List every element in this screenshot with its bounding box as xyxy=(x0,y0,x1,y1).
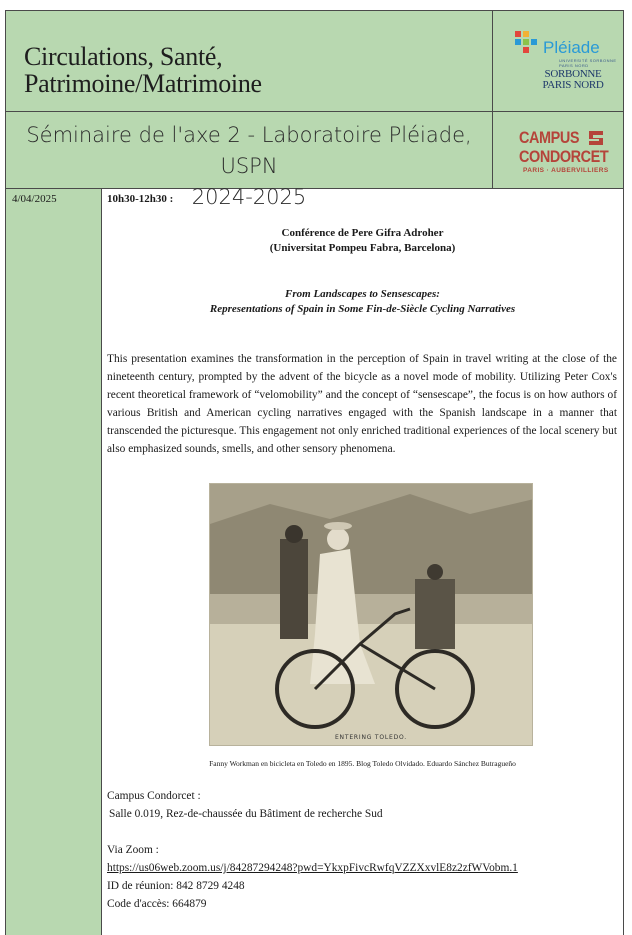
page-title xyxy=(24,43,262,97)
date-column xyxy=(5,189,101,935)
event-time: 10h30-12h30 : xyxy=(107,193,174,205)
pleiade-logo-tagline: UNIVERSITÉ SORBONNE PARIS NORD xyxy=(559,58,617,68)
sorbonne-line-1: SORBONNE xyxy=(544,68,602,80)
sorbonne-line-2: PARIS NORD xyxy=(542,79,604,91)
title-line-1: Circulations, Santé, xyxy=(24,42,223,71)
pleiade-squares-icon xyxy=(515,31,541,55)
campus-glyph-icon xyxy=(588,130,604,146)
header-title-band xyxy=(5,10,624,112)
photo-inner-caption: ENTERING TOLEDO. xyxy=(334,734,408,741)
conference-speaker xyxy=(101,226,624,256)
abstract-paragraph: This presentation examines the transformation in the perception of Spain in travel writing at the close of the nineteenth century, prompted by the advent of the bicycle as a novel mode of mobility. Utilizing Peter Cox's recent theoretical framework of “velomobility” and the concept of “sensescape”, the focus is on how authors of various British and American cycling narratives engaged with the Spanish landscape in a manner that transcended the picturesque. This engagement not only enriched traditional experiences of the local scenery but also emphasized sounds, smells, and other sensory phenomena. xyxy=(107,353,617,455)
campus-line-2: CONDORCET xyxy=(519,147,609,166)
campus-logo-subtitle: PARIS · AUBERVILLIERS xyxy=(523,167,609,174)
talk-title xyxy=(101,287,624,317)
title-line-2: Patrimoine/Matrimoine xyxy=(24,69,262,98)
access-code: Code d'accès: 664879 xyxy=(107,898,207,910)
cyclist-photo xyxy=(209,483,533,746)
pleiade-logo-name: Pléiade xyxy=(543,38,600,57)
zoom-label: Via Zoom : xyxy=(107,844,159,856)
room-info: Salle 0.019, Rez-de-chaussée du Bâtiment de recherche Sud xyxy=(109,808,383,820)
zoom-link[interactable]: https://us06web.zoom.us/j/84287294248?pwd=YkxpFivcRwfqVZZXxvlE8z2zfWVobm.1 xyxy=(107,862,518,874)
conference-line-2: (Universitat Pompeu Fabra, Barcelona) xyxy=(269,242,456,254)
meeting-id: ID de réunion: 842 8729 4248 xyxy=(107,880,245,892)
seminar-line-2: 2024-2025 xyxy=(191,185,307,209)
sorbonne-logo xyxy=(533,69,613,91)
event-date: 4/04/2025 xyxy=(12,193,57,205)
venue-label: Campus Condorcet : xyxy=(107,790,201,802)
campus-logo-cell xyxy=(492,112,624,188)
photo-illustration xyxy=(210,484,533,746)
talk-title-line-1: From Landscapes to Sensescapes: xyxy=(285,288,440,300)
pleiade-logo-cell xyxy=(492,11,624,111)
talk-title-line-2: Representations of Spain in Some Fin-de-Siècle Cycling Narratives xyxy=(209,303,516,315)
campus-line-1: CAMPUS xyxy=(519,128,580,147)
photo-caption: Fanny Workman en bicicleta en Toledo en 1895. Blog Toledo Olvidado. Eduardo Sánchez Butragueño xyxy=(209,759,516,768)
conference-line-1: Conférence de Pere Gifra Adroher xyxy=(281,227,444,239)
seminar-line-1: Séminaire de l'axe 2 - Laboratoire Pléiade, USPN xyxy=(26,123,472,178)
